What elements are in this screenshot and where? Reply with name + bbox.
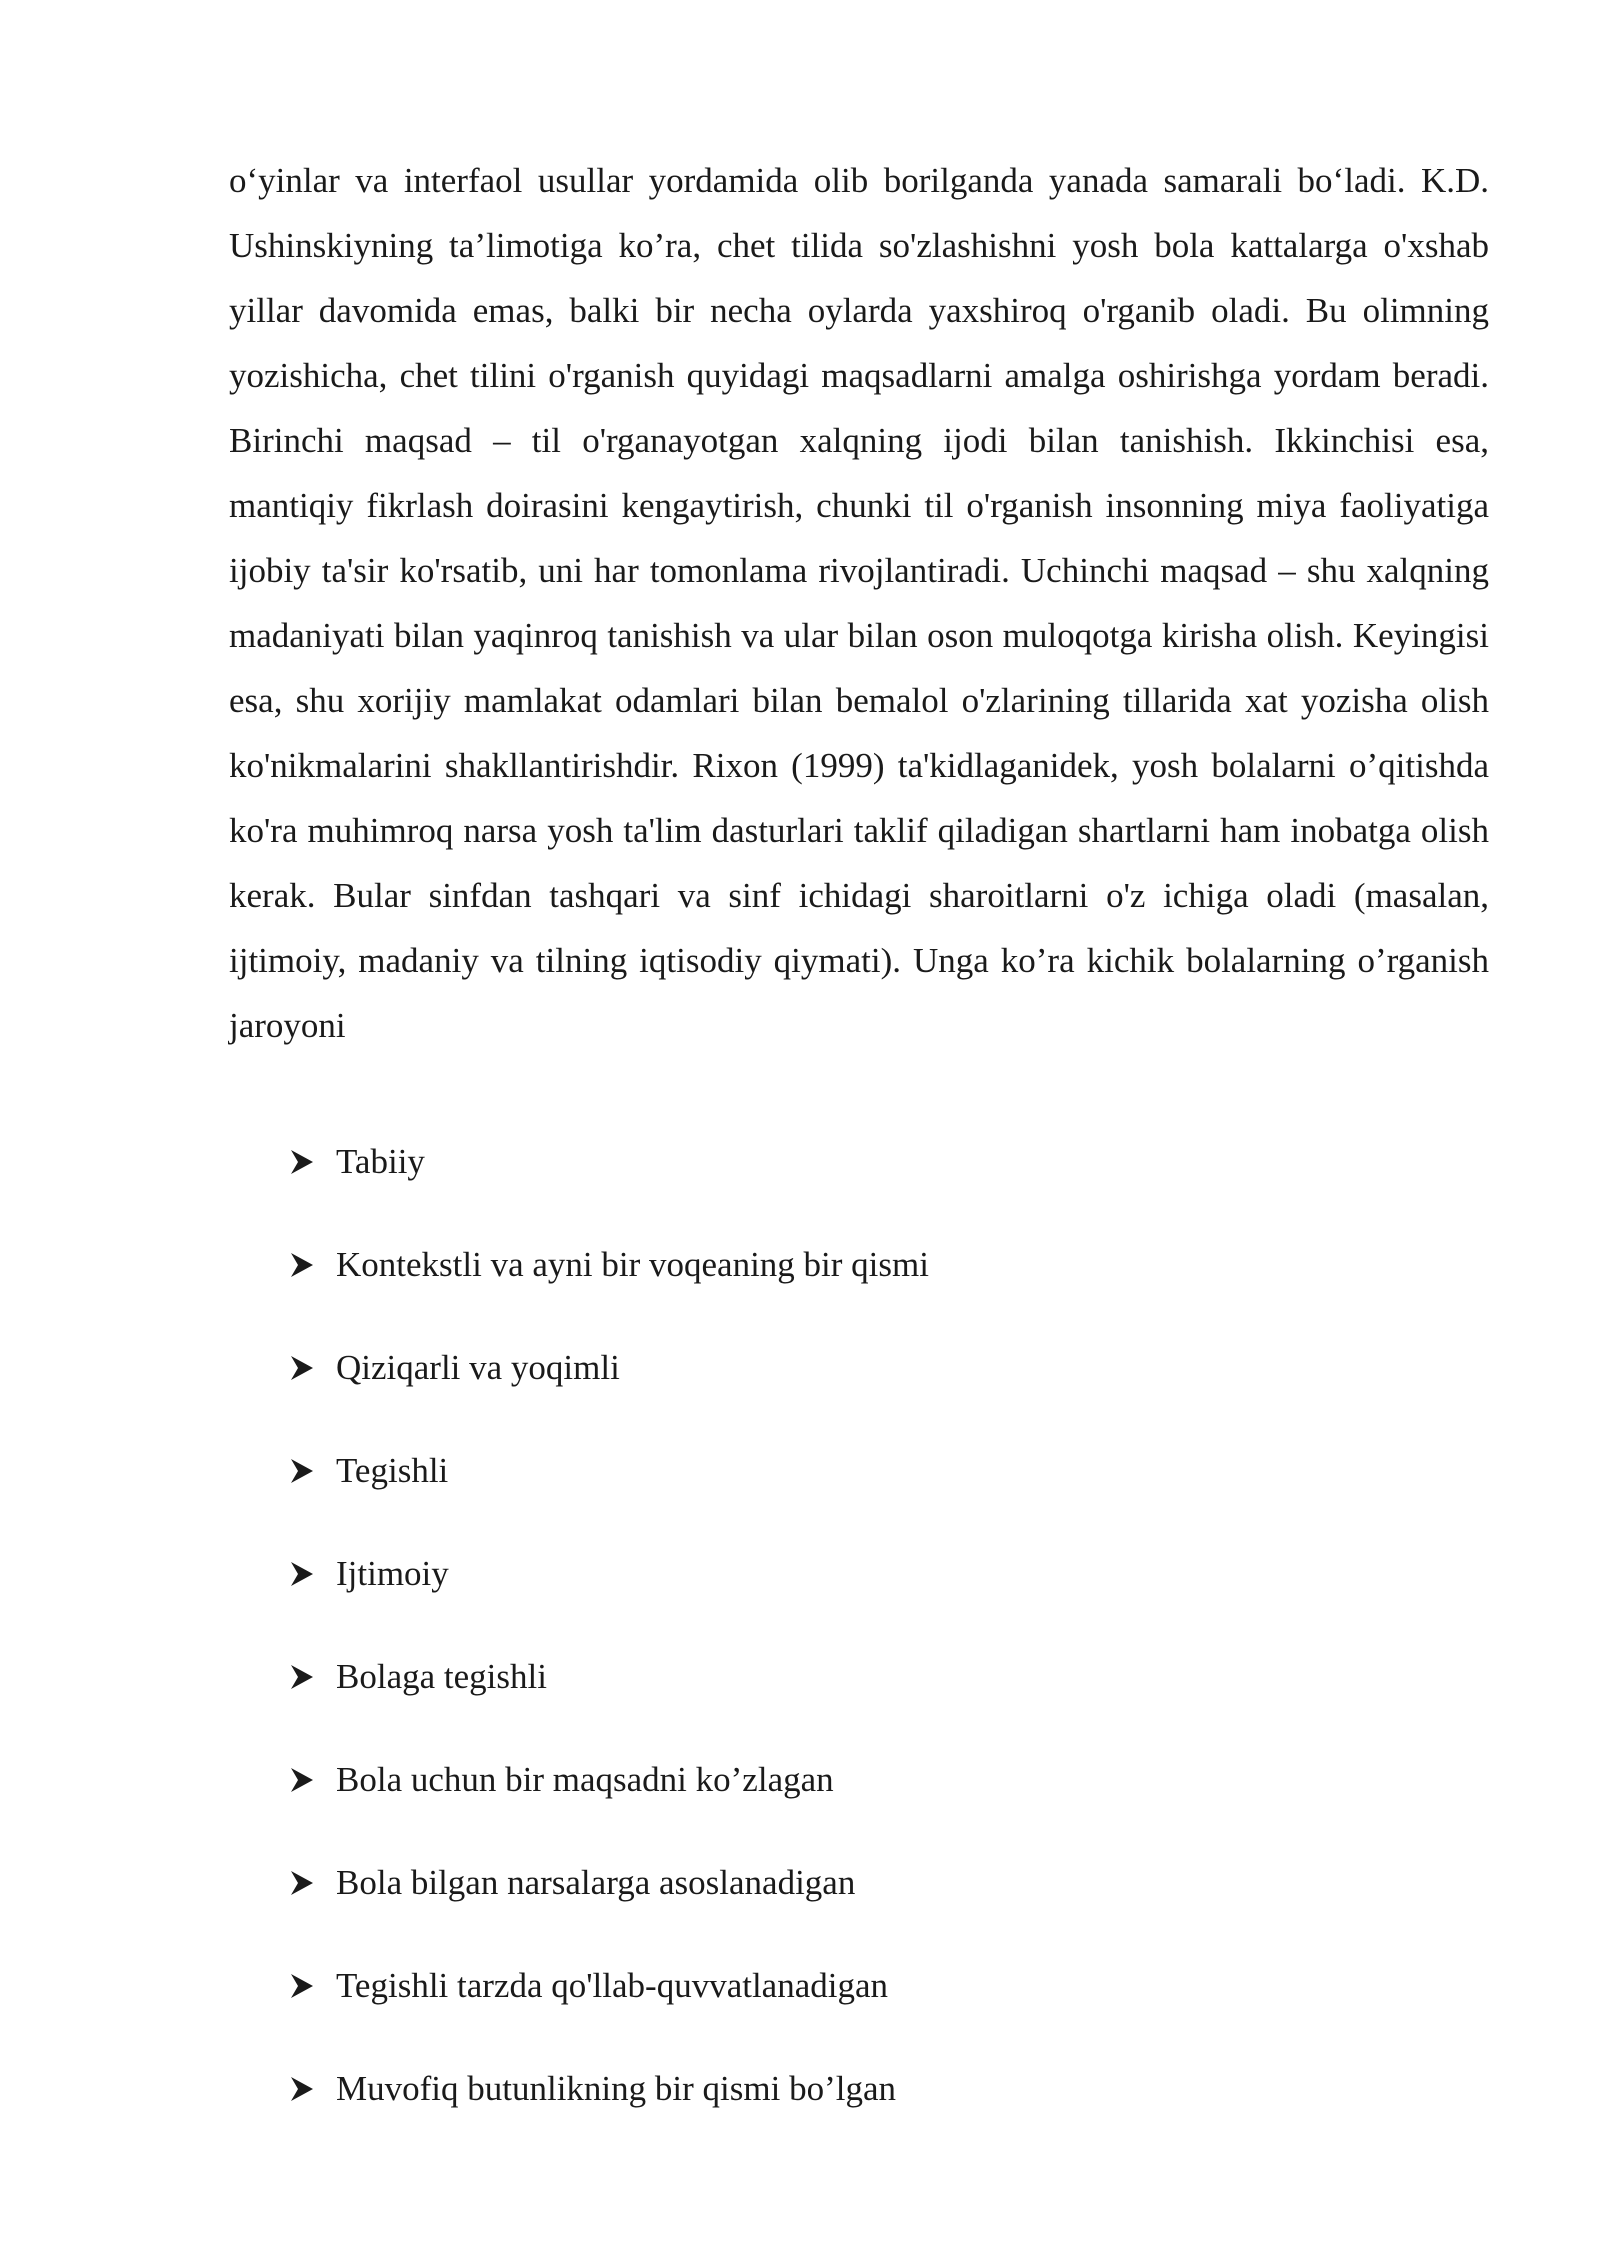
arrowhead-bullet-icon: [289, 1147, 336, 1177]
arrowhead-bullet-icon: [289, 1559, 336, 1589]
list-item-text: Tegishli tarzda qo'llab-quvvatlanadigan: [336, 1965, 889, 2005]
list-item-text: Bola uchun bir maqsadni ko’zlagan: [336, 1759, 834, 1799]
document-page: [229, 148, 1489, 2140]
arrowhead-bullet-icon: [289, 1765, 336, 1795]
list-item: [289, 1110, 1489, 1213]
list-item-text: Tabiiy: [336, 1141, 425, 1181]
list-item: [289, 1419, 1489, 1522]
arrowhead-bullet-icon: [289, 1971, 336, 2001]
list-item: [289, 1522, 1489, 1625]
list-item-text: Kontekstli va ayni bir voqeaning bir qismi: [336, 1244, 929, 1284]
list-item-text: Muvofiq butunlikning bir qismi bo’lgan: [336, 2068, 896, 2108]
arrowhead-bullet-icon: [289, 1353, 336, 1383]
list-item: [289, 1934, 1489, 2037]
list-item-text: Qiziqarli va yoqimli: [336, 1347, 620, 1387]
body-paragraph: o‘yinlar va interfaol usullar yordamida olib borilganda yanada samarali bo‘ladi. K.D. Ushinskiyning ta’limotiga ko’ra, chet tilida so'zlashishni yosh bola kattalarga o'xshab yillar davomida emas, balki bir necha oylarda yaxshiroq o'rganib oladi. Bu olimning yozishicha, chet tilini o'rganish quyidagi maqsadlarni amalga oshirishga yordam beradi. Birinchi maqsad – til o'rganayotgan xalqning ijodi bilan tanishish. Ikkinchisi esa, mantiqiy fikrlash doirasini kengaytirish, chunki til o'rganish insonning miya faoliyatiga ijobiy ta'sir ko'rsatib, uni har tomonlama rivojlantiradi. Uchinchi maqsad – shu xalqning madaniyati bilan yaqinroq tanishish va ular bilan oson muloqotga kirisha olish. Keyingisi esa, shu xorijiy mamlakat odamlari bilan bemalol o'zlarining tillarida xat yozisha olish ko'nikmalarini shakllantirishdir. Rixon (1999) ta'kidlaganidek, yosh bolalarni o’qitishda ko'ra muhimroq narsa yosh ta'lim dasturlari taklif qiladigan shartlarni ham inobatga olish kerak. Bular sinfdan tashqari va sinf ichidagi sharoitlarni o'z ichiga oladi (masalan, ijtimoiy, madaniy va tilning iqtisodiy qiymati). Unga ko’ra kichik bolalarning o’rganish jaroyoni: [229, 161, 1489, 1045]
list-item-text: Tegishli: [336, 1450, 449, 1490]
arrowhead-bullet-icon: [289, 1662, 336, 1692]
list-item: [289, 1831, 1489, 1934]
arrowhead-bullet-icon: [289, 1456, 336, 1486]
list-item: [289, 1213, 1489, 1316]
arrowhead-bullet-icon: [289, 2074, 336, 2104]
arrowhead-bullet-icon: [289, 1250, 336, 1280]
list-item: [289, 1316, 1489, 1419]
list-item-text: Bola bilgan narsalarga asoslanadigan: [336, 1862, 856, 1902]
bullet-list: [229, 1110, 1489, 2140]
list-item-text: Bolaga tegishli: [336, 1656, 547, 1696]
arrowhead-bullet-icon: [289, 1868, 336, 1898]
list-item: [289, 2037, 1489, 2140]
list-item-text: Ijtimoiy: [336, 1553, 449, 1593]
list-item: [289, 1625, 1489, 1728]
list-item: [289, 1728, 1489, 1831]
